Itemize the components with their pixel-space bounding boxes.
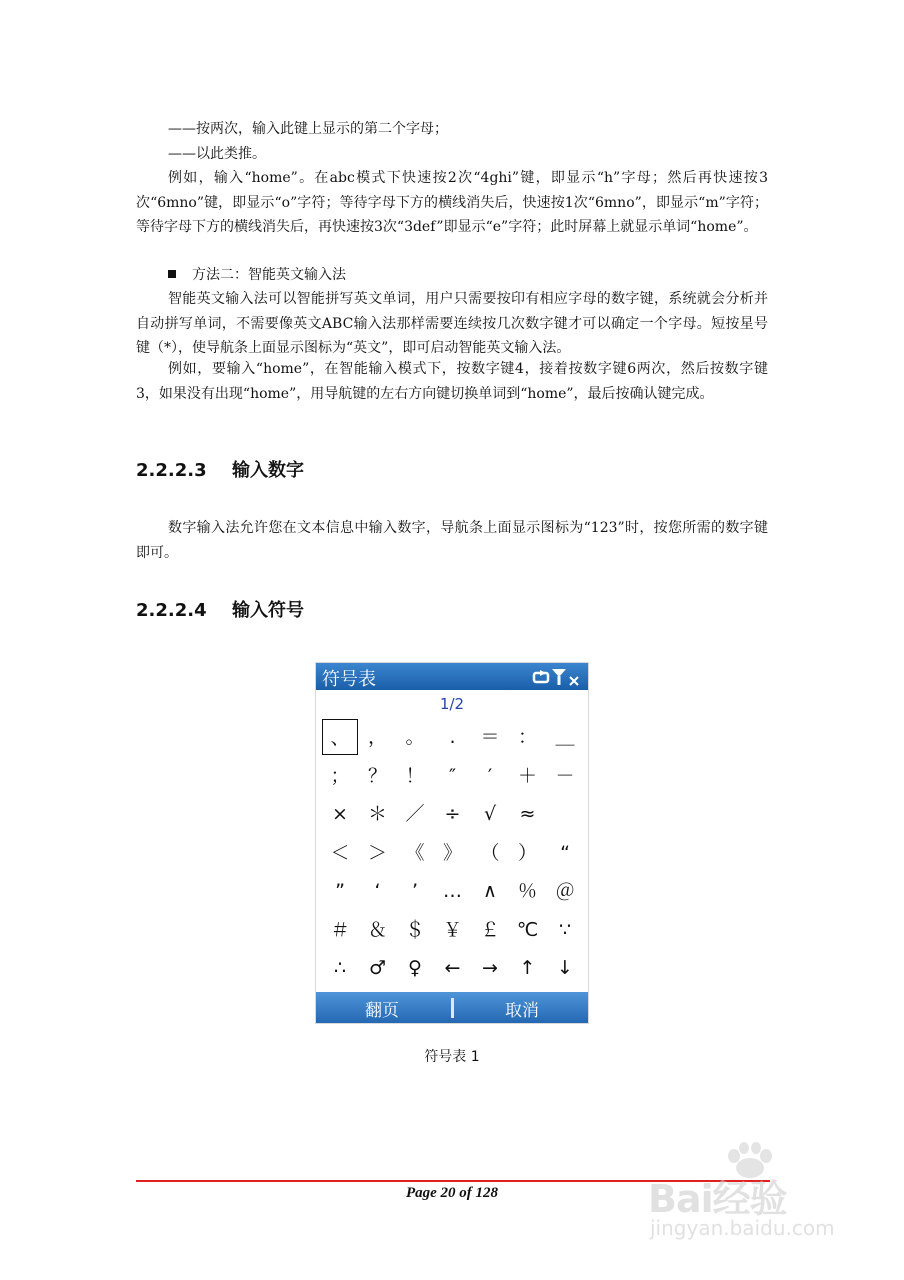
section-title: 输入数字 [232, 460, 304, 481]
symbol-key[interactable]: ∴ [333, 957, 347, 979]
symbol-key[interactable]: ＝ [480, 726, 500, 748]
signal-icon [552, 669, 566, 685]
symbol-key[interactable]: ￥ [442, 918, 462, 941]
symbol-key[interactable]: ≈ [519, 803, 536, 825]
symbol-key[interactable]: 。 [405, 726, 425, 748]
window-title: 符号表 [322, 669, 376, 690]
symbol-key[interactable]: ♂ [368, 957, 387, 979]
symbol-key[interactable]: 、 [322, 719, 358, 755]
section-number: 2.2.2.4 [136, 600, 207, 621]
symbol-key[interactable]: ＿ [555, 726, 575, 748]
symbol-key[interactable]: . [449, 726, 456, 748]
symbol-key[interactable]: 《 [405, 841, 425, 864]
symbol-key[interactable]: × [332, 803, 348, 825]
symbol-key[interactable]: ” [335, 880, 345, 902]
symbol-key[interactable]: … [443, 880, 462, 902]
symbol-key[interactable]: ： [517, 726, 537, 748]
symbol-key[interactable]: ￡ [480, 918, 500, 941]
symbol-key[interactable]: ← [444, 957, 461, 979]
symbol-key[interactable]: ＄ [405, 918, 425, 941]
symbol-key[interactable]: ＞ [367, 841, 387, 864]
symbol-key[interactable]: ＜ [330, 841, 350, 864]
symbol-key[interactable]: ‘ [374, 880, 381, 902]
bullet-item [136, 263, 768, 288]
symbol-key[interactable]: ∧ [483, 880, 497, 902]
cancel-softkey[interactable]: 取消 [505, 1001, 539, 1021]
text-paragraph: ——按两次，输入此键上显示的第二个字母； [168, 121, 448, 137]
symbol-key[interactable]: ＋ [517, 764, 537, 787]
text-paragraph: 智能英文输入法可以智能拼写英文单词，用户只需要按印有相应字母的数字键，系统就会分析并自动拼写单词，不需要像英文ABC输入法那样需要连续按几次数字键才可以确定一个字母。短按星号键（*），使导航条上面显示图标为“英文”，即可启动智能英文输入法。 [136, 291, 768, 356]
symbol-key[interactable]: ′ [487, 764, 493, 787]
text-paragraph: 例如，要输入“home”，在智能输入模式下，按数字键4，接着按数字键6两次，然后按数字键 3，如果没有出现“home”，用导航键的左右方向键切换单词到“home”，最后按确认键完成。 [136, 361, 768, 402]
text-paragraph: 例如，输入“home”。在abc模式下快速按2次“4ghi”键，即显示“h”字母；然后再快速按3次“6mno”键，即显示“o”字符；等待字母下方的横线消失后，快速按1次“6mno”，即显示“m”字符；等待字母下方的横线消失后，再快速按3次“3def”即显示“e”字符；此时屏幕上就显示单词“home”。 [136, 170, 768, 235]
section-heading [136, 456, 304, 482]
softkey-divider [451, 998, 454, 1018]
symbol-key[interactable]: ＆ [367, 918, 387, 941]
figure-caption: 符号表 1 [424, 1049, 480, 1065]
title-bar [316, 663, 588, 690]
symbol-key[interactable]: ， [367, 726, 387, 748]
page-turn-softkey[interactable]: 翻页 [365, 1001, 399, 1021]
symbol-key[interactable]: － [555, 764, 575, 787]
symbol-key[interactable]: ↑ [519, 957, 536, 979]
section-number: 2.2.2.3 [136, 460, 207, 481]
symbol-key[interactable]: ↓ [557, 957, 573, 979]
symbol-key[interactable]: ＠ [555, 880, 575, 902]
symbol-key[interactable]: ℃ [516, 918, 539, 941]
symbol-key[interactable]: ♀ [408, 957, 422, 979]
section-heading [136, 596, 304, 622]
symbol-key[interactable]: （ [480, 841, 500, 864]
symbol-key[interactable]: ； [330, 764, 350, 787]
symbol-key[interactable]: ＊ [367, 803, 387, 825]
symbol-key[interactable]: → [482, 957, 498, 979]
sync-icon [534, 670, 548, 682]
symbol-key[interactable]: ／ [405, 803, 425, 825]
page-footer: Page 20 of 128 [405, 1185, 499, 1201]
watermark-url: jingyan.baidu.com [650, 1216, 835, 1240]
symbol-key[interactable]: ∵ [558, 918, 572, 941]
symbol-table-screenshot [315, 662, 589, 1024]
symbol-key[interactable]: 》 [442, 841, 462, 864]
page-indicator: 1/2 [439, 695, 465, 713]
watermark [640, 1140, 890, 1250]
bullet-text: 方法二：智能英文输入法 [192, 267, 346, 283]
watermark-brand: Bai经验 [648, 1177, 787, 1221]
symbol-key[interactable]: “ [560, 841, 570, 864]
symbol-key[interactable]: ％ [517, 880, 537, 902]
bullet-square-icon [168, 270, 176, 278]
section-title: 输入符号 [232, 600, 304, 621]
text-paragraph: ——以此类推。 [168, 146, 266, 162]
symbol-key[interactable]: ÷ [444, 803, 461, 825]
close-icon [570, 677, 578, 685]
symbol-key[interactable]: √ [483, 803, 497, 825]
symbol-key[interactable]: ’ [411, 880, 419, 902]
text-paragraph: 数字输入法允许您在文本信息中输入数字，导航条上面显示图标为“123”时，按您所需的数字键即可。 [136, 520, 768, 561]
symbol-key[interactable]: ＃ [330, 918, 350, 941]
symbol-key[interactable]: ） [517, 841, 537, 864]
symbol-key[interactable]: ？ [367, 764, 387, 787]
softkey-bar [316, 992, 588, 1023]
symbol-key[interactable]: ！ [405, 764, 425, 787]
symbol-key[interactable]: ″ [448, 764, 457, 787]
status-icons [532, 667, 582, 687]
